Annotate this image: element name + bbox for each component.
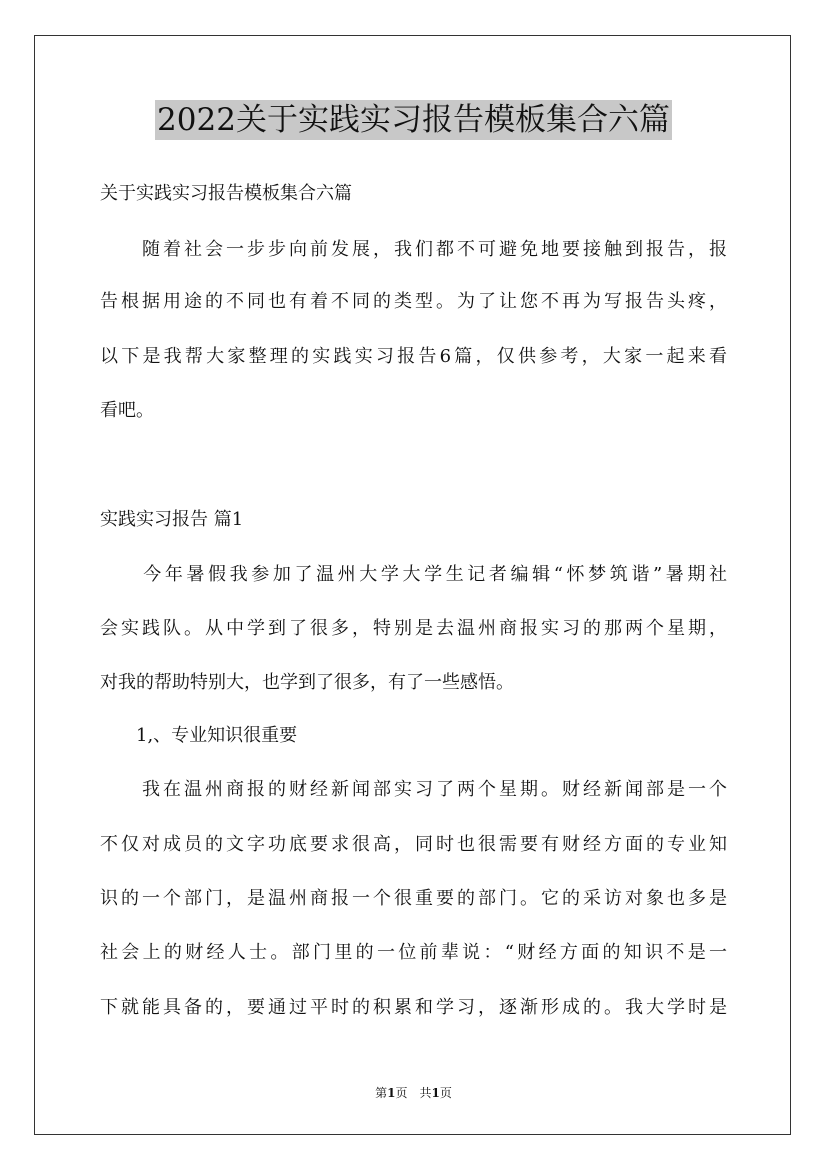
paragraph-line: 对我的帮助特别大，也学到了很多，有了一些感悟。 bbox=[100, 672, 514, 693]
page-footer bbox=[0, 1085, 827, 1101]
paragraph-line: 我在温州商报的财经新闻部实习了两个星期。财经新闻部是一个 bbox=[100, 779, 727, 800]
intro-line-3: 以下是我帮大家整理的实践实习报告6篇，仅供参考，大家一起来看 bbox=[100, 346, 727, 367]
list-item-heading: 1,、专业知识很重要 bbox=[100, 725, 298, 746]
document-title: 2022关于实践实习报告模板集合六篇 bbox=[157, 102, 670, 138]
intro-line-4: 看吧。 bbox=[100, 400, 154, 421]
title-container bbox=[0, 100, 827, 140]
section-heading: 实践实习报告 篇1 bbox=[100, 509, 244, 530]
paragraph-line: 社会上的财经人士。部门里的一位前辈说：“财经方面的知识不是一 bbox=[100, 942, 727, 963]
page-number: 第1页 共1页 bbox=[375, 1086, 452, 1100]
paragraph-line: 会实践队。从中学到了很多，特别是去温州商报实习的那两个星期， bbox=[100, 618, 727, 639]
intro-line-2: 告根据用途的不同也有着不同的类型。为了让您不再为写报告头疼， bbox=[100, 291, 727, 312]
paragraph-line: 不仅对成员的文字功底要求很高，同时也很需要有财经方面的专业知 bbox=[100, 834, 727, 855]
intro-line-1: 随着社会一步步向前发展，我们都不可避免地要接触到报告，报 bbox=[100, 239, 727, 260]
paragraph-line: 下就能具备的，要通过平时的积累和学习，逐渐形成的。我大学时是 bbox=[100, 997, 727, 1018]
document-subtitle: 关于实践实习报告模板集合六篇 bbox=[100, 183, 352, 204]
paragraph-line: 今年暑假我参加了温州大学大学生记者编辑“怀梦筑谐”暑期社 bbox=[100, 564, 727, 585]
paragraph-line: 识的一个部门，是温州商报一个很重要的部门。它的采访对象也多是 bbox=[100, 888, 727, 909]
